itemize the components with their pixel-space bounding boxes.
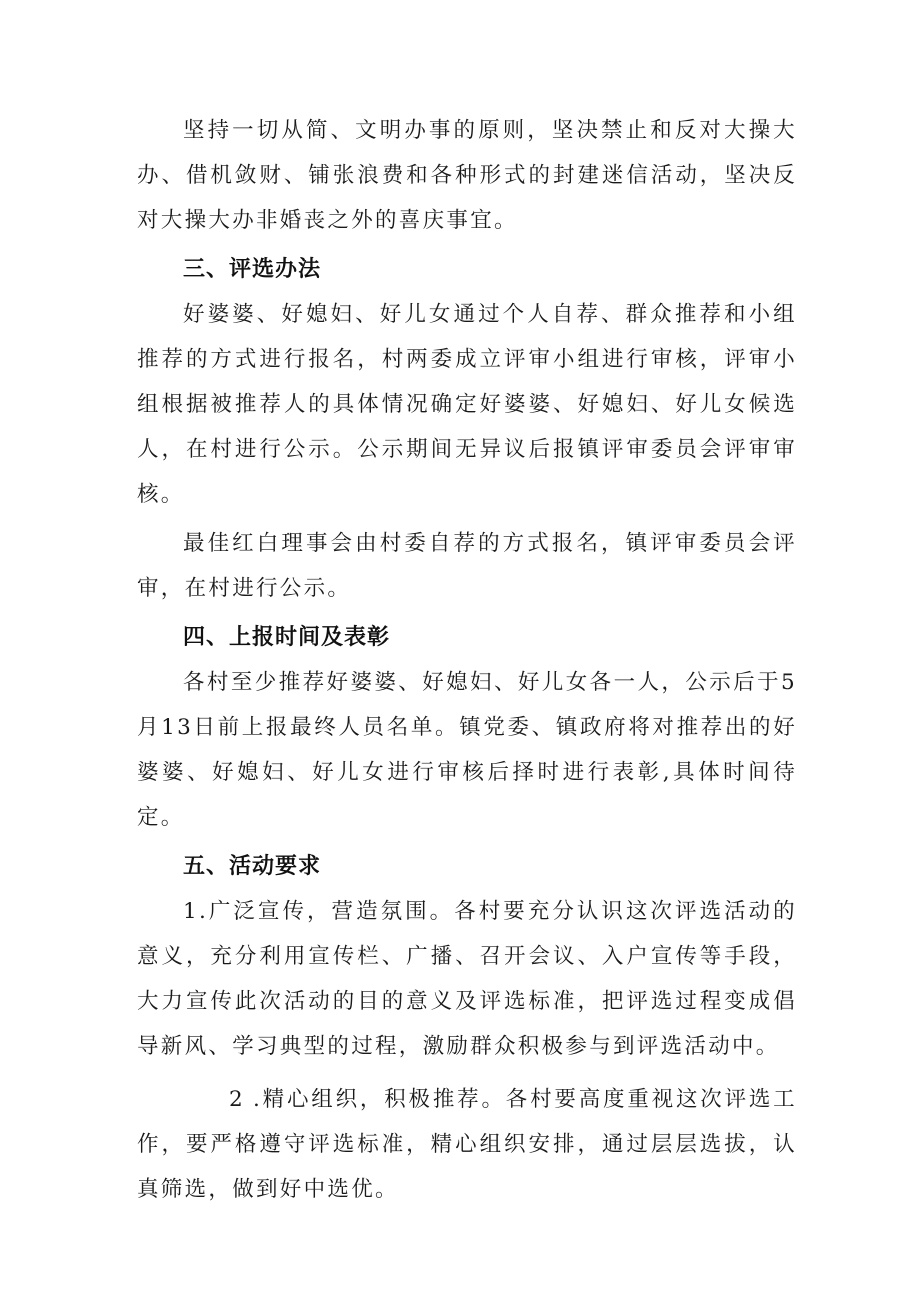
paragraph-report: 各村至少推荐好婆婆、好媳妇、好儿女各一人，公示后于5月13日前上报最终人员名单。镇党委、镇政府将对推荐出的好婆婆、好媳妇、好儿女进行审核后择时进行表彰,具体时间待定。 xyxy=(137,670,797,830)
heading-report-time: 四、上报时间及表彰 xyxy=(183,625,391,650)
paragraph-method-2: 最佳红白理事会由村委自荐的方式报名，镇评审委员会评审，在村进行公示。 xyxy=(137,531,797,601)
requirement-2-number: 2 xyxy=(229,1087,245,1112)
paragraph-principle: 坚持一切从简、文明办事的原则，坚决禁止和反对大操大办、借机敛财、铺张浪费和各种形式的封建迷信活动，坚决反对大操大办非婚丧之外的喜庆事宜。 xyxy=(137,118,797,233)
paragraph-method-1: 好婆婆、好媳妇、好儿女通过个人自荐、群众推荐和小组推荐的方式进行报名，村两委成立评审小组进行审核，评审小组根据被推荐人的具体情况确定好婆婆、好媳妇、好儿女候选人，在村进行公示。公示期间无异议后报镇评审委员会评审审核。 xyxy=(137,302,797,507)
paragraph-requirement-1: 1.广泛宣传，营造氛围。各村要充分认识这次评选活动的意义，充分利用宣传栏、广播、召开会议、入户宣传等手段，大力宣传此次活动的目的意义及评选标准，把评选过程变成倡导新风、学习典型的过程，激励群众积极参与到评选活动中。 xyxy=(137,899,797,1059)
heading-activity-requirements: 五、活动要求 xyxy=(183,854,322,879)
heading-evaluation-method: 三、评选办法 xyxy=(183,257,322,282)
document-page xyxy=(137,108,797,1212)
paragraph-requirement-2 xyxy=(137,1077,797,1212)
requirement-2-text: .精心组织，积极推荐。各村要高度重视这次评选工作，要严格遵守评选标准，精心组织安排，通过层层选拔，认真筛选，做到好中选优。 xyxy=(137,1087,797,1202)
